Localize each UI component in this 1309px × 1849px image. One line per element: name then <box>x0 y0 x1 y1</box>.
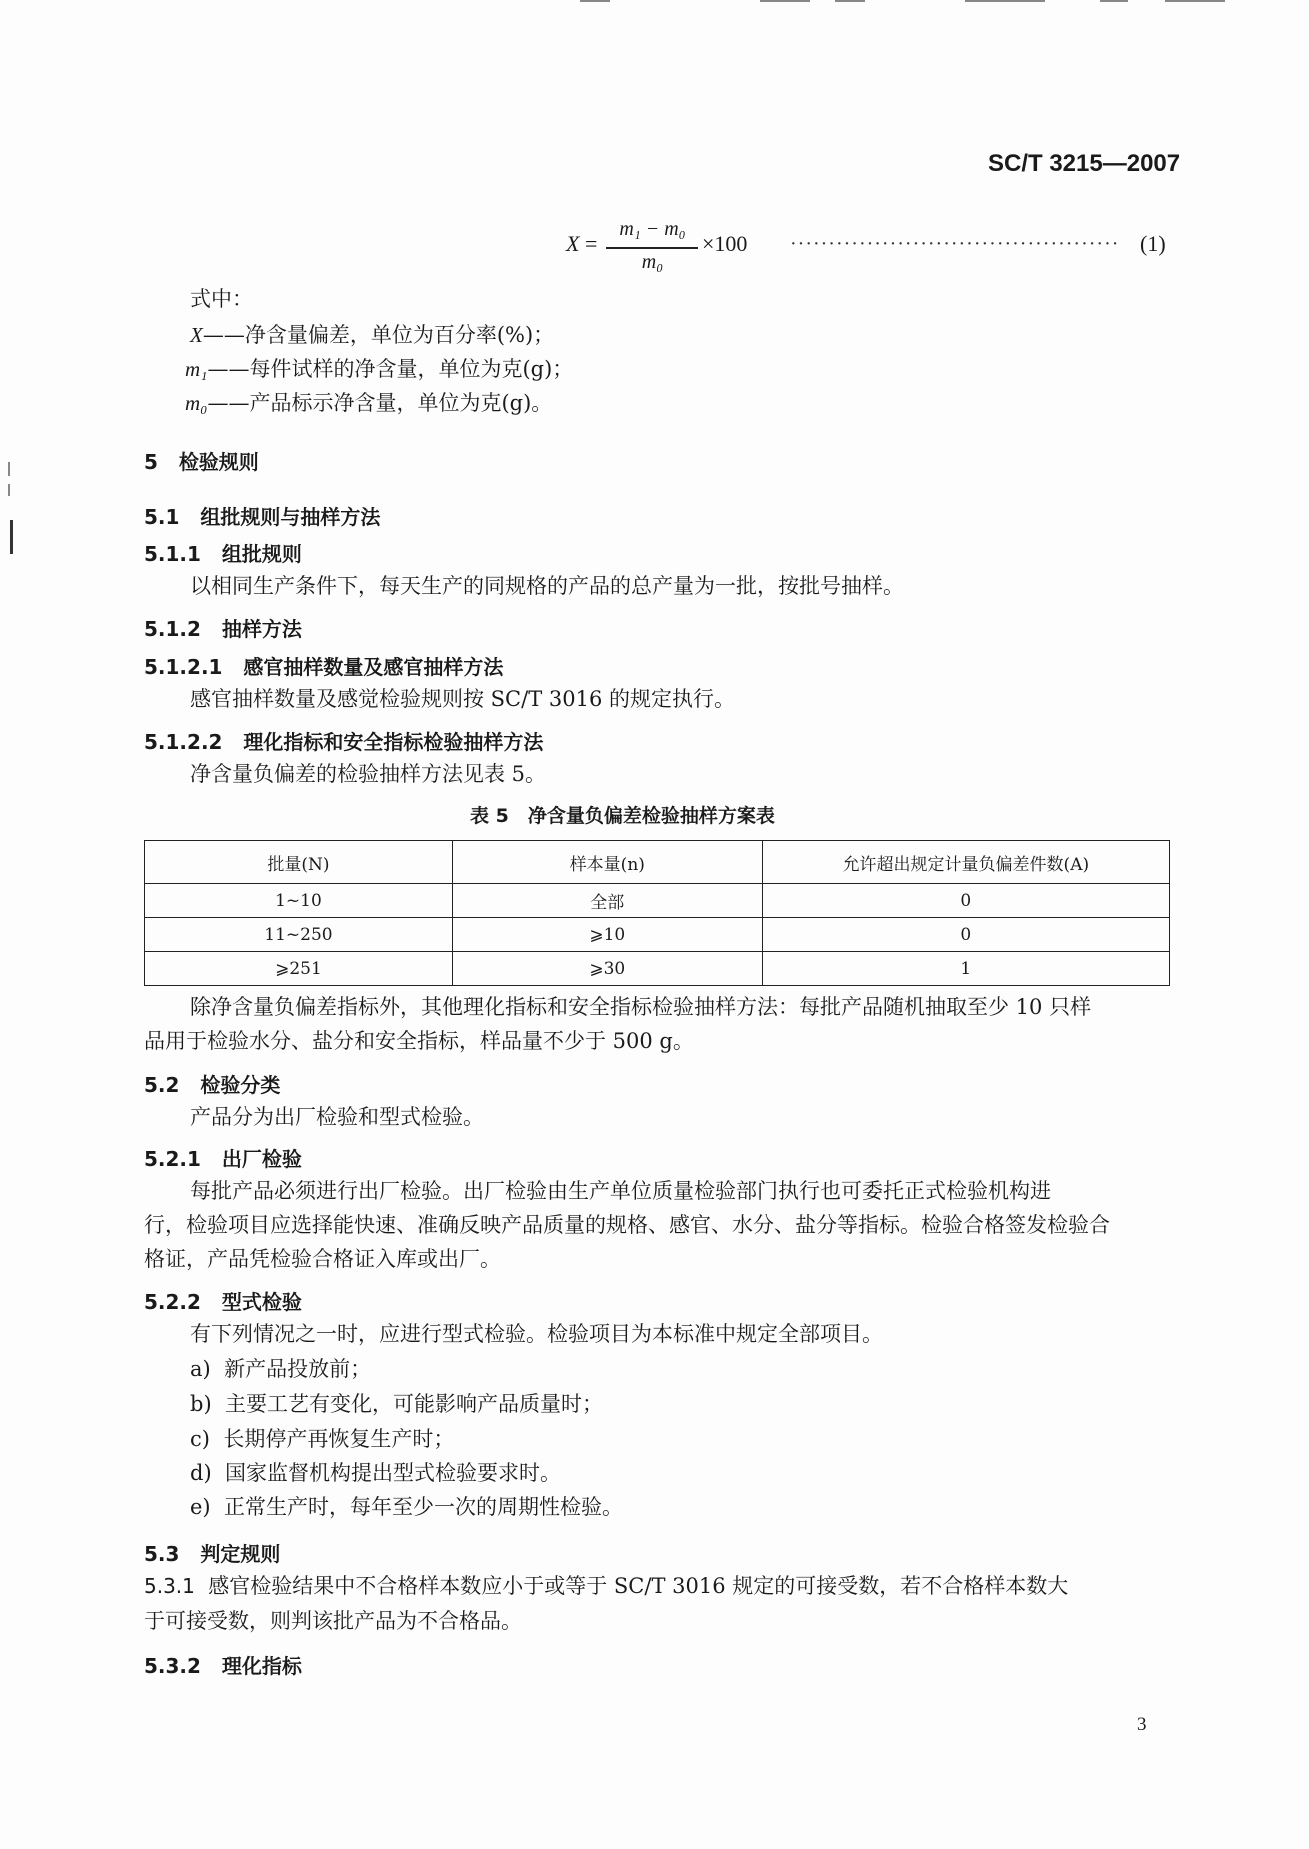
table-row <box>145 952 1170 986</box>
section-5-1-2-2-body: 净含量负偏差的检验抽样方法见表 5。 <box>190 762 547 786</box>
section-title: 抽样方法 <box>221 617 302 641</box>
section-5-1-1-body: 以相同生产条件下，每天生产的同规格的产品的总产量为一批，按批号抽样。 <box>190 574 904 598</box>
section-title: 型式检验 <box>221 1290 302 1314</box>
section-5-3-1-text: 感官检验结果中不合格样本数应小于或等于 SC/T 3016 规定的可接受数，若不合格样本数大 <box>208 1574 1069 1598</box>
table-header-cell: 样本量(n) <box>452 841 762 884</box>
section-5-1-2-1-body: 感官抽样数量及感觉检验规则按 SC/T 3016 的规定执行。 <box>190 687 736 711</box>
section-5-2-1-line-3: 格证，产品凭检验合格证入库或出厂。 <box>144 1247 501 1271</box>
list-label: d) <box>190 1461 212 1485</box>
where-item <box>185 352 573 386</box>
table-cell: 0 <box>762 884 1169 918</box>
section-title: 出厂检验 <box>221 1147 302 1171</box>
where-text: 净含量偏差，单位为百分率(%)； <box>244 323 555 347</box>
section-5-2-2-heading <box>144 1286 302 1315</box>
where-symbol: m₁ <box>185 357 208 381</box>
table-row <box>145 918 1170 952</box>
where-dash: —— <box>207 391 250 415</box>
page-number: 3 <box>1137 1714 1147 1735</box>
section-number: 5.1.2.2 <box>144 730 223 754</box>
section-number: 5.1.2.1 <box>144 655 223 679</box>
where-text: 每件试样的净含量，单位为克(g)； <box>249 357 574 381</box>
list-item <box>190 1422 454 1456</box>
section-title: 检验规则 <box>178 450 259 474</box>
section-number: 5.3.2 <box>144 1654 201 1678</box>
table-header-row <box>145 841 1170 884</box>
section-5-heading <box>144 446 259 475</box>
section-5-2-2-body: 有下列情况之一时，应进行型式检验。检验项目为本标准中规定全部项目。 <box>190 1322 883 1346</box>
section-5-3-heading <box>144 1538 280 1567</box>
where-text: 产品标示净含量，单位为克(g)。 <box>249 391 553 415</box>
section-number: 5.1.2 <box>144 617 201 641</box>
section-title: 组批规则 <box>221 542 302 566</box>
formula-denominator: m₀ <box>641 251 664 273</box>
list-label: b) <box>190 1392 212 1416</box>
section-5-2-1-heading <box>144 1143 302 1172</box>
where-dash: —— <box>207 357 250 381</box>
where-symbol: m₀ <box>185 391 208 415</box>
list-label: e) <box>190 1495 211 1519</box>
section-title: 检验分类 <box>200 1073 281 1097</box>
section-5-1-2-heading <box>144 613 302 642</box>
section-number: 5 <box>144 450 158 474</box>
formula-block <box>0 0 1309 290</box>
list-text: 正常生产时，每年至少一次的周期性检验。 <box>223 1495 623 1519</box>
binding-mark <box>8 462 10 476</box>
where-item <box>190 318 554 352</box>
where-intro: 式中： <box>190 287 253 311</box>
where-symbol: X <box>190 323 203 347</box>
list-text: 主要工艺有变化，可能影响产品质量时； <box>225 1392 603 1416</box>
section-number: 5.2.2 <box>144 1290 201 1314</box>
where-item <box>185 386 552 420</box>
where-dash: —— <box>202 323 245 347</box>
section-number: 5.1 <box>144 505 180 529</box>
section-number: 5.2 <box>144 1073 180 1097</box>
section-5-1-2-2-heading <box>144 726 543 755</box>
list-item <box>190 1456 561 1490</box>
section-5-3-1-line-2: 于可接受数，则判该批产品为不合格品。 <box>144 1609 522 1633</box>
table-cell: ⩾30 <box>452 952 762 986</box>
table-cell: ⩾10 <box>452 918 762 952</box>
section-title: 理化指标 <box>221 1654 302 1678</box>
list-label: a) <box>190 1357 211 1381</box>
section-5-1-2-1-heading <box>144 651 503 680</box>
formula-numerator: m₁ − m₀ <box>619 218 686 240</box>
table-5-caption: 表 5 净含量负偏差检验抽样方案表 <box>470 805 775 827</box>
binding-mark <box>8 484 10 496</box>
section-number: 5.3 <box>144 1542 180 1566</box>
list-text: 长期停产再恢复生产时； <box>223 1427 455 1451</box>
section-number: 5.2.1 <box>144 1147 201 1171</box>
section-5-1-heading <box>144 501 380 530</box>
table-cell: 0 <box>762 918 1169 952</box>
table-header-cell: 允许超出规定计量负偏差件数(A) <box>762 841 1169 884</box>
section-number: 5.3.1 <box>144 1574 195 1598</box>
list-item <box>190 1387 603 1421</box>
list-text: 新产品投放前； <box>224 1357 372 1381</box>
table-cell: 全部 <box>452 884 762 918</box>
section-5-2-body: 产品分为出厂检验和型式检验。 <box>190 1105 484 1129</box>
section-5-3-2-heading <box>144 1650 302 1679</box>
section-title: 组批规则与抽样方法 <box>200 505 381 529</box>
formula-leader: ··········································· <box>790 233 1120 255</box>
formula-multiplier: ×100 <box>702 231 748 256</box>
table-5 <box>144 840 1170 986</box>
section-5-2-1-line-2: 行，检验项目应选择能快速、准确反映产品质量的规格、感官、水分、盐分等指标。检验合格签发检验合 <box>144 1213 1110 1237</box>
section-5-3-1-line-1 <box>144 1569 1068 1603</box>
after-table-line-2: 品用于检验水分、盐分和安全指标，样品量不少于 500 g。 <box>144 1029 694 1053</box>
table-cell: 11~250 <box>145 918 453 952</box>
section-title: 理化指标和安全指标检验抽样方法 <box>243 730 544 754</box>
standard-code: SC/T 3215—2007 <box>988 150 1181 177</box>
formula-number: (1) <box>1140 231 1166 256</box>
list-item <box>190 1490 623 1524</box>
table-cell: ⩾251 <box>145 952 453 986</box>
section-title: 感官抽样数量及感官抽样方法 <box>243 655 504 679</box>
section-5-2-heading <box>144 1069 280 1098</box>
list-text: 国家监督机构提出型式检验要求时。 <box>225 1461 561 1485</box>
formula-lhs: X <box>566 231 580 256</box>
list-label: c) <box>190 1427 210 1451</box>
fraction-bar <box>606 247 698 249</box>
after-table-line-1: 除净含量负偏差指标外，其他理化指标和安全指标检验抽样方法：每批产品随机抽取至少 10 只样 <box>190 995 1092 1019</box>
table-row <box>145 884 1170 918</box>
binding-mark <box>10 520 13 554</box>
section-number: 5.1.1 <box>144 542 201 566</box>
formula-equals: = <box>585 231 598 256</box>
section-5-2-1-line-1: 每批产品必须进行出厂检验。出厂检验由生产单位质量检验部门执行也可委托正式检验机构进 <box>190 1179 1051 1203</box>
table-header-cell: 批量(N) <box>145 841 453 884</box>
table-cell: 1~10 <box>145 884 453 918</box>
list-item <box>190 1352 371 1386</box>
section-title: 判定规则 <box>200 1542 281 1566</box>
table-cell: 1 <box>762 952 1169 986</box>
section-5-1-1-heading <box>144 538 302 567</box>
